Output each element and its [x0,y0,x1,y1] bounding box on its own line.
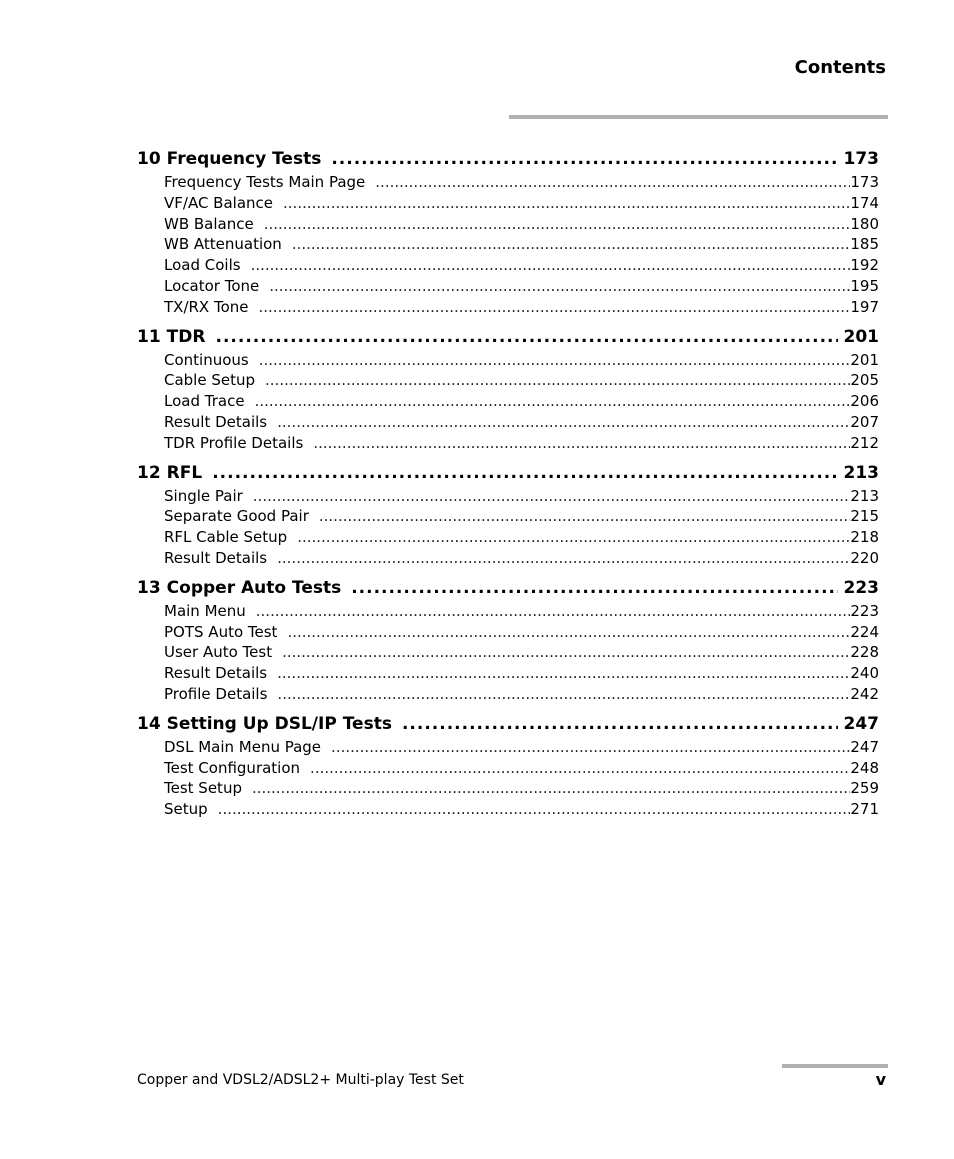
footer-rule [782,1064,888,1068]
entry-title: Test Configuration [164,758,301,777]
toc-entry[interactable] [137,737,879,758]
chapter-title: Setting Up DSL/IP Tests [166,713,392,734]
entry-page-number: 242 [850,684,879,703]
toc-entry[interactable] [137,297,879,318]
entry-title: Result Details [164,412,268,431]
toc-entry[interactable] [137,527,879,548]
toc-entry[interactable] [137,433,879,454]
dot-leader [402,711,838,737]
chapter-number: 11 [137,326,161,347]
entry-title: Profile Details [164,684,268,703]
dot-leader [292,234,851,255]
toc-chapter-heading[interactable] [137,711,879,737]
entry-page-number: 207 [850,412,879,431]
entry-title: Separate Good Pair [164,507,309,526]
toc-entry[interactable] [137,370,879,391]
page-header-title: Contents [794,57,886,78]
dot-leader [251,255,851,276]
entry-title: Main Menu [164,601,246,620]
entry-page-number: 174 [850,193,879,212]
entry-title: Locator Tone [164,276,260,295]
entry-page-number: 218 [850,528,879,547]
chapter-page-number: 247 [843,713,879,734]
toc-entry[interactable] [137,391,879,412]
toc-entry[interactable] [137,172,879,193]
entry-page-number: 201 [850,350,879,369]
entry-page-number: 205 [850,371,879,390]
dot-leader [264,214,851,235]
entry-page-number: 240 [850,664,879,683]
entry-page-number: 215 [850,507,879,526]
toc-chapter [137,460,879,569]
dot-leader [259,297,851,318]
toc-chapter-heading[interactable] [137,575,879,601]
entry-page-number: 197 [850,297,879,316]
toc-entry[interactable] [137,350,879,371]
entry-title: Single Pair [164,486,243,505]
entry-page-number: 212 [850,433,879,452]
dot-leader [277,548,850,569]
dot-leader [277,684,850,705]
entry-title: WB Attenuation [164,235,282,254]
entry-page-number: 213 [850,486,879,505]
entry-title: DSL Main Menu Page [164,737,322,756]
toc-entry[interactable] [137,193,879,214]
entry-page-number: 173 [850,173,879,191]
toc-entry[interactable] [137,778,879,799]
toc-entry[interactable] [137,214,879,235]
entry-title: TX/RX Tone [164,297,249,316]
dot-leader [313,433,850,454]
entry-title: Result Details [164,664,268,683]
dot-leader [331,146,837,172]
toc-chapter-heading[interactable] [137,324,879,350]
entry-title: POTS Auto Test [164,622,278,641]
footer-page-number: v [875,1070,886,1089]
toc-entry[interactable] [137,642,879,663]
entry-title: Continuous [164,350,249,369]
toc-chapter-heading[interactable] [137,146,879,172]
entry-title: VF/AC Balance [164,193,274,212]
toc-entry[interactable] [137,684,879,705]
toc-entry[interactable] [137,758,879,779]
dot-leader [215,324,837,350]
dot-leader [351,575,837,601]
chapter-number: 10 [137,149,161,169]
toc-entry[interactable] [137,486,879,507]
dot-leader [252,778,850,799]
toc-entry[interactable] [137,548,879,569]
toc-chapter [137,324,879,454]
toc-entry[interactable] [137,255,879,276]
entry-title: User Auto Test [164,643,273,662]
chapter-number: 13 [137,577,161,598]
chapter-title: Copper Auto Tests [166,577,342,598]
dot-leader [331,737,850,758]
entry-title: Result Details [164,548,268,567]
entry-page-number: 223 [850,601,879,620]
dot-leader [256,601,851,622]
entry-title: Frequency Tests Main Page [164,173,366,191]
entry-title: WB Balance [164,214,254,233]
header-rule [509,115,888,119]
entry-title: Cable Setup [164,371,256,390]
entry-title: RFL Cable Setup [164,528,288,547]
entry-page-number: 192 [850,256,879,275]
entry-page-number: 206 [850,392,879,411]
dot-leader [255,391,851,412]
chapter-number: 12 [137,462,161,483]
dot-leader [277,663,850,684]
chapter-page-number: 213 [843,462,879,483]
entry-page-number: 220 [850,548,879,567]
toc-entry[interactable] [137,601,879,622]
toc-entry[interactable] [137,234,879,255]
dot-leader [375,172,850,193]
entry-page-number: 180 [850,214,879,233]
chapter-title: RFL [166,462,203,483]
toc-entry[interactable] [137,412,879,433]
chapter-title: TDR [166,326,206,347]
toc-entry[interactable] [137,663,879,684]
dot-leader [218,799,851,820]
toc-chapter-heading[interactable] [137,460,879,486]
entry-title: Load Coils [164,256,241,275]
entry-title: Test Setup [164,779,242,798]
entry-title: Load Trace [164,392,245,411]
toc-chapter [137,575,879,705]
dot-leader [283,193,850,214]
dot-leader [319,506,850,527]
dot-leader [212,460,837,486]
toc-entry[interactable] [137,506,879,527]
entry-page-number: 247 [850,737,879,756]
toc-chapter [137,711,879,820]
entry-page-number: 228 [850,643,879,662]
entry-page-number: 224 [850,622,879,641]
toc-entry[interactable] [137,276,879,297]
dot-leader [297,527,850,548]
chapter-number: 14 [137,713,161,734]
dot-leader [277,412,850,433]
entry-page-number: 185 [850,235,879,254]
entry-title: Setup [164,800,208,819]
toc-chapter [137,146,879,318]
dot-leader [287,622,850,643]
chapter-page-number: 173 [843,149,879,169]
dot-leader [259,350,851,371]
toc-entry[interactable] [137,622,879,643]
entry-page-number: 195 [850,276,879,295]
chapter-page-number: 201 [843,326,879,347]
table-of-contents [137,146,879,826]
dot-leader [282,642,850,663]
entry-page-number: 248 [850,758,879,777]
dot-leader [253,486,851,507]
chapter-page-number: 223 [843,577,879,598]
entry-title: TDR Profile Details [164,433,304,452]
chapter-title: Frequency Tests [166,149,322,169]
entry-page-number: 271 [850,800,879,819]
dot-leader [310,758,850,779]
footer-product-name: Copper and VDSL2/ADSL2+ Multi-play Test Set [137,1072,464,1088]
toc-entry[interactable] [137,799,879,820]
entry-page-number: 259 [850,779,879,798]
dot-leader [269,276,850,297]
dot-leader [265,370,850,391]
